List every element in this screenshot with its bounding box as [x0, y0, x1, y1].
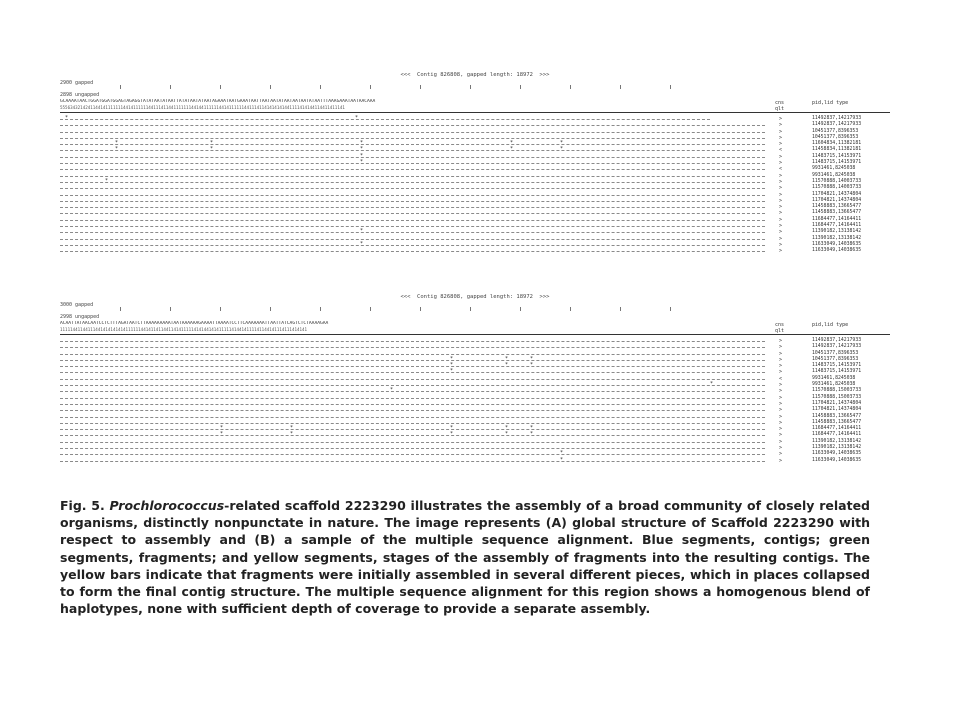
ruler-tick: [470, 307, 471, 311]
ruler-tick: [170, 307, 171, 311]
ruler-tick: [670, 85, 671, 89]
read-coordinates: 11604834,11382181: [812, 141, 862, 147]
gapped-length-label: 2900 gapped: [60, 80, 94, 86]
alignment-dashes: [60, 169, 765, 170]
read-direction: >: [779, 197, 783, 204]
alignment-dashes: [60, 429, 765, 430]
read-direction: >: [779, 344, 783, 351]
read-alignment: [60, 432, 772, 438]
variant-mark: *: [505, 362, 509, 369]
read-alignment: [60, 248, 772, 254]
read-direction: >: [779, 172, 783, 179]
variant-mark: *: [560, 140, 564, 147]
read-coordinates: 11483715,14153971: [812, 363, 862, 369]
read-coordinates: 11390182,13138142: [812, 445, 862, 451]
column-header-direction: cns qlt: [775, 100, 785, 112]
read-alignment: [60, 192, 772, 198]
read-alignment: [60, 351, 772, 357]
variant-mark: *: [530, 362, 534, 369]
read-direction: >: [779, 229, 783, 236]
read-coordinates: 11390182,13138142: [812, 235, 862, 241]
variant-mark: *: [560, 450, 564, 457]
read-direction: >: [779, 426, 783, 433]
variant-mark: *: [360, 140, 364, 147]
column-header-direction: cns qlt: [775, 322, 785, 334]
read-direction: >: [779, 141, 783, 148]
figure-label: Fig. 5.: [60, 498, 105, 513]
alignment-dashes: [60, 150, 765, 151]
alignment-dashes: [60, 163, 765, 164]
ruler-tick: [420, 85, 421, 89]
read-direction: >: [779, 248, 783, 255]
variant-mark: *: [560, 146, 564, 153]
figure-caption: [60, 497, 870, 617]
ungapped-length-label: 2898 ungapped: [60, 92, 100, 98]
read-row: [60, 248, 890, 254]
read-coordinates: 11684477,14164411: [812, 432, 862, 438]
read-direction: >: [779, 204, 783, 211]
alignment-dashes: [60, 341, 765, 342]
alignment-dashes: [60, 347, 765, 348]
ruler-tick: [320, 307, 321, 311]
header-divider: [60, 112, 890, 113]
read-coordinates: 9931461,8245038: [812, 375, 856, 381]
alignment-dashes: [60, 182, 765, 183]
variant-mark: *: [360, 152, 364, 159]
ruler-tick: [520, 307, 521, 311]
read-coordinates: 10451377,8396353: [812, 356, 859, 362]
variant-mark: *: [510, 140, 514, 147]
read-alignment: [60, 198, 772, 204]
variant-mark: *: [450, 362, 454, 369]
read-alignment: [60, 210, 772, 216]
read-coordinates: 9931461,8245038: [812, 166, 856, 172]
read-alignment: [60, 229, 772, 235]
read-alignment: [60, 357, 772, 363]
variant-mark: *: [355, 115, 359, 121]
read-alignment: [60, 116, 772, 122]
read-direction: >: [779, 419, 783, 426]
variant-mark: *: [450, 368, 454, 375]
read-alignment: [60, 204, 772, 210]
read-direction: >: [779, 134, 783, 141]
ruler-tick: [520, 85, 521, 89]
alignment-dashes: [60, 220, 765, 221]
read-direction: >: [779, 451, 783, 458]
read-alignment: [60, 223, 772, 229]
read-coordinates: 9931461,8245038: [812, 382, 856, 388]
alignment-dashes: [60, 360, 765, 361]
read-alignment: [60, 344, 772, 350]
ruler-tick: [420, 307, 421, 311]
ruler-tick: [470, 85, 471, 89]
variant-mark: *: [505, 355, 509, 362]
ruler-tick: [570, 307, 571, 311]
alignment-dashes: [60, 372, 765, 373]
variant-mark: *: [505, 425, 509, 432]
read-direction: >: [779, 413, 783, 420]
variant-mark: *: [530, 425, 534, 432]
read-direction: >: [779, 407, 783, 414]
alignment-dashes: [60, 201, 765, 202]
ruler-tick: [670, 307, 671, 311]
ruler-tick: [220, 85, 221, 89]
read-coordinates: 11633049,14038635: [812, 248, 862, 254]
read-direction: >: [779, 216, 783, 223]
read-coordinates: 10451377,8396353: [812, 134, 859, 140]
alignment-dashes: [60, 448, 765, 449]
read-coordinates: 11483715,14153971: [812, 153, 862, 159]
read-alignment: [60, 414, 772, 420]
ruler-tick: [220, 307, 221, 311]
read-alignment: [60, 369, 772, 375]
read-alignment: [60, 376, 772, 382]
read-direction: >: [779, 116, 783, 122]
read-direction: >: [779, 210, 783, 217]
read-row: [60, 458, 890, 464]
alignment-dashes: [60, 144, 765, 145]
read-list: [60, 116, 890, 255]
variant-mark: *: [505, 431, 509, 438]
read-direction: >: [779, 350, 783, 357]
alignment-dashes: [60, 188, 765, 189]
alignment-panel-top: [60, 72, 890, 290]
read-coordinates: 11570888,14003733: [812, 185, 862, 191]
alignment-dashes: [60, 385, 765, 386]
ruler-tick: [170, 85, 171, 89]
read-coordinates: 11570888,15003733: [812, 388, 862, 394]
alignment-dashes: [60, 232, 765, 233]
alignment-dashes: [60, 213, 765, 214]
alignment-dashes: [60, 391, 765, 392]
alignment-dashes: [60, 125, 765, 126]
read-coordinates: 11570888,15003733: [812, 394, 862, 400]
read-coordinates: 11492837,14217933: [812, 116, 862, 121]
read-coordinates: 11684477,14164411: [812, 426, 862, 432]
alignment-panel-bottom: [60, 294, 890, 494]
read-alignment: [60, 154, 772, 160]
variant-mark: *: [220, 431, 224, 438]
ruler-tick: [120, 307, 121, 311]
ruler-tick: [370, 85, 371, 89]
variant-mark: *: [560, 456, 564, 463]
variant-mark: *: [510, 146, 514, 153]
read-list: [60, 338, 890, 464]
read-alignment: [60, 147, 772, 153]
alignment-dashes: [60, 354, 765, 355]
ruler-tick: [370, 307, 371, 311]
read-direction: >: [779, 191, 783, 198]
read-coordinates: 11704821,14374804: [812, 191, 862, 197]
alignment-dashes: [60, 454, 765, 455]
alignment-dashes: [60, 157, 765, 158]
alignment-dashes: [60, 423, 765, 424]
read-alignment: [60, 458, 772, 464]
read-alignment: [60, 395, 772, 401]
read-coordinates: 11458883,13665477: [812, 204, 862, 210]
read-coordinates: 11458883,13665477: [812, 210, 862, 216]
read-alignment: [60, 236, 772, 242]
alignment-dashes: [60, 226, 765, 227]
read-alignment: [60, 242, 772, 248]
caption-text: -related scaffold 2223290 illustrates the assembly of a broad community of closely related organisms, distinctly nonpunctate in nature. The image represents (A) global structure of Scaffold 2223290 with respect to assembly and (B) a sample of the multiple sequence alignment. Blue segments, contigs; green segments, fragments; and yellow segments, stages of the assembly of fragments into the resulting contigs. The yellow bars indicate that fragments were initially assembled in several different pieces, which in places collapsed to form the final contig structure. The multiple sequence alignment for this region shows a homogenous blend of haplotypes, none with sufficient depth of coverage to provide a separate assembly.: [60, 498, 870, 617]
read-alignment: [60, 451, 772, 457]
alignment-dashes: [60, 435, 765, 436]
variant-mark: *: [220, 425, 224, 432]
variant-mark: *: [360, 159, 364, 166]
read-coordinates: 11390182,13138142: [812, 438, 862, 444]
read-coordinates: 11458883,13665477: [812, 413, 862, 419]
read-direction: >: [779, 432, 783, 439]
alignment-dashes: [60, 410, 765, 411]
read-coordinates: 11633049,14038635: [812, 451, 862, 457]
read-direction: >: [779, 153, 783, 160]
read-alignment: [60, 185, 772, 191]
alignment-dashes: [60, 398, 765, 399]
read-coordinates: 11458883,13665477: [812, 419, 862, 425]
read-direction: <: [779, 166, 783, 173]
read-coordinates: 11492837,14217933: [812, 338, 862, 343]
variant-mark: *: [390, 387, 394, 394]
read-alignment: [60, 407, 772, 413]
contig-title: <<< Contig 826808, gapped length: 18972 >>>: [400, 294, 550, 300]
variant-mark: *: [115, 140, 119, 147]
ruler-tick: [620, 85, 621, 89]
consensus-sequence: ACAATTATAACAATCCTCTTTAGATAATCTTAAAAAAAAATAATAAAAAAGAAAATTAAAATCCTTCAAAAAAATTAATTATCAGTCTCTAAAAGAA: [60, 321, 329, 326]
alignment-dashes: [60, 119, 710, 120]
read-alignment: [60, 160, 772, 166]
read-direction: >: [779, 369, 783, 376]
read-direction: >: [779, 128, 783, 135]
variant-mark: *: [450, 355, 454, 362]
alignment-dashes: [60, 251, 765, 252]
ruler-tick: [270, 85, 271, 89]
read-coordinates: 11492837,14217933: [812, 122, 862, 128]
read-coordinates: 11684477,14164411: [812, 223, 862, 229]
alignment-dashes: [60, 417, 765, 418]
alignment-dashes: [60, 442, 765, 443]
variant-mark: *: [450, 425, 454, 432]
read-alignment: [60, 445, 772, 451]
ungapped-length-label: 2998 ungapped: [60, 314, 100, 320]
read-alignment: [60, 141, 772, 147]
read-direction: >: [779, 394, 783, 401]
read-alignment: [60, 382, 772, 388]
alignment-dashes: [60, 138, 765, 139]
read-direction: >: [779, 223, 783, 230]
alignment-dashes: [60, 132, 765, 133]
variant-mark: *: [65, 115, 69, 121]
read-coordinates: 11704821,14374804: [812, 197, 862, 203]
read-direction: >: [779, 457, 783, 464]
read-alignment: [60, 439, 772, 445]
read-alignment: [60, 426, 772, 432]
read-coordinates: 11633049,14038635: [812, 457, 862, 463]
variant-mark: *: [710, 381, 714, 388]
variant-mark: *: [530, 355, 534, 362]
read-alignment: [60, 122, 772, 128]
read-coordinates: 11633049,14038635: [812, 241, 862, 247]
alignment-dashes: [60, 461, 765, 462]
read-direction: >: [779, 388, 783, 395]
consensus-sequence: GCAAAATAACTGGATGGATGGAGTAGAGGTATATAATATAATTATATAATATAATAGAAATAATGAAATAATTAATAATATAATAATAATATAATTTAAAGAAATAATAACAAA: [60, 99, 376, 104]
ruler-tick: [620, 307, 621, 311]
alignment-dashes: [60, 366, 765, 367]
variant-mark: *: [360, 146, 364, 153]
read-alignment: [60, 173, 772, 179]
read-coordinates: 10451377,8396353: [812, 350, 859, 356]
read-direction: >: [779, 241, 783, 248]
read-alignment: [60, 388, 772, 394]
read-coordinates: 11390182,13138142: [812, 229, 862, 235]
read-direction: >: [779, 382, 783, 389]
contig-title: <<< Contig 826808, gapped length: 18972 >>>: [400, 72, 550, 78]
alignment-dashes: [60, 207, 765, 208]
ruler-ticks: [120, 307, 720, 313]
variant-mark: *: [360, 240, 364, 247]
read-direction: >: [779, 338, 783, 344]
read-direction: >: [779, 356, 783, 363]
read-direction: >: [779, 185, 783, 192]
read-alignment: [60, 363, 772, 369]
read-direction: >: [779, 160, 783, 167]
read-direction: >: [779, 122, 783, 129]
read-direction: >: [779, 363, 783, 370]
ruler-tick: [570, 85, 571, 89]
consensus-quality: 11111441144111441414141414111111441411411441141411111414144141411111414414111141144141114111414141: [60, 327, 308, 332]
read-direction: >: [779, 438, 783, 445]
ruler-tick: [270, 307, 271, 311]
read-alignment: [60, 217, 772, 223]
variant-mark: *: [105, 177, 109, 184]
ruler-tick: [120, 85, 121, 89]
variant-mark: *: [360, 228, 364, 235]
read-direction: >: [779, 445, 783, 452]
variant-mark: *: [290, 425, 294, 432]
read-coordinates: 11492837,14217933: [812, 344, 862, 350]
read-alignment: [60, 129, 772, 135]
variant-mark: *: [290, 431, 294, 438]
read-alignment: [60, 420, 772, 426]
read-direction: >: [779, 235, 783, 242]
read-direction: <: [779, 147, 783, 154]
alignment-dashes: [60, 195, 765, 196]
read-coordinates: 10451377,8396353: [812, 128, 859, 134]
organism-name: Prochlorococcus: [109, 498, 225, 513]
alignment-dashes: [60, 404, 765, 405]
variant-mark: *: [210, 140, 214, 147]
gapped-length-label: 3000 gapped: [60, 302, 94, 308]
read-alignment: [60, 179, 772, 185]
read-coordinates: 11483715,14153971: [812, 160, 862, 166]
variant-mark: *: [210, 146, 214, 153]
ruler-ticks: [120, 85, 720, 91]
alignment-dashes: [60, 379, 765, 380]
read-alignment: [60, 401, 772, 407]
read-alignment: [60, 166, 772, 172]
variant-mark: *: [115, 146, 119, 153]
column-header-coordinates: pid,lid type: [812, 322, 849, 328]
alignment-dashes: [60, 239, 765, 240]
ruler-tick: [320, 85, 321, 89]
read-coordinates: 11704821,14374804: [812, 407, 862, 413]
read-coordinates: 11458834,11382181: [812, 147, 862, 153]
read-coordinates: 9931461,8245038: [812, 172, 856, 178]
header-divider: [60, 334, 890, 335]
read-direction: >: [779, 400, 783, 407]
read-coordinates: 11570888,14003733: [812, 178, 862, 184]
read-coordinates: 11704821,14374804: [812, 400, 862, 406]
variant-mark: *: [450, 431, 454, 438]
alignment-dashes: [60, 245, 765, 246]
read-alignment: [60, 135, 772, 141]
read-coordinates: 11483715,14153971: [812, 369, 862, 375]
read-alignment: [60, 338, 772, 344]
consensus-quality: 55563432142411441411111114414111111441114114411111114414411111144141111114411141141414141441111414144114411411141: [60, 105, 345, 110]
column-header-coordinates: pid,lid type: [812, 100, 849, 106]
read-direction: <: [779, 375, 783, 382]
alignment-dashes: [60, 176, 765, 177]
variant-mark: *: [530, 431, 534, 438]
read-direction: >: [779, 178, 783, 185]
read-coordinates: 11684477,14164411: [812, 216, 862, 222]
